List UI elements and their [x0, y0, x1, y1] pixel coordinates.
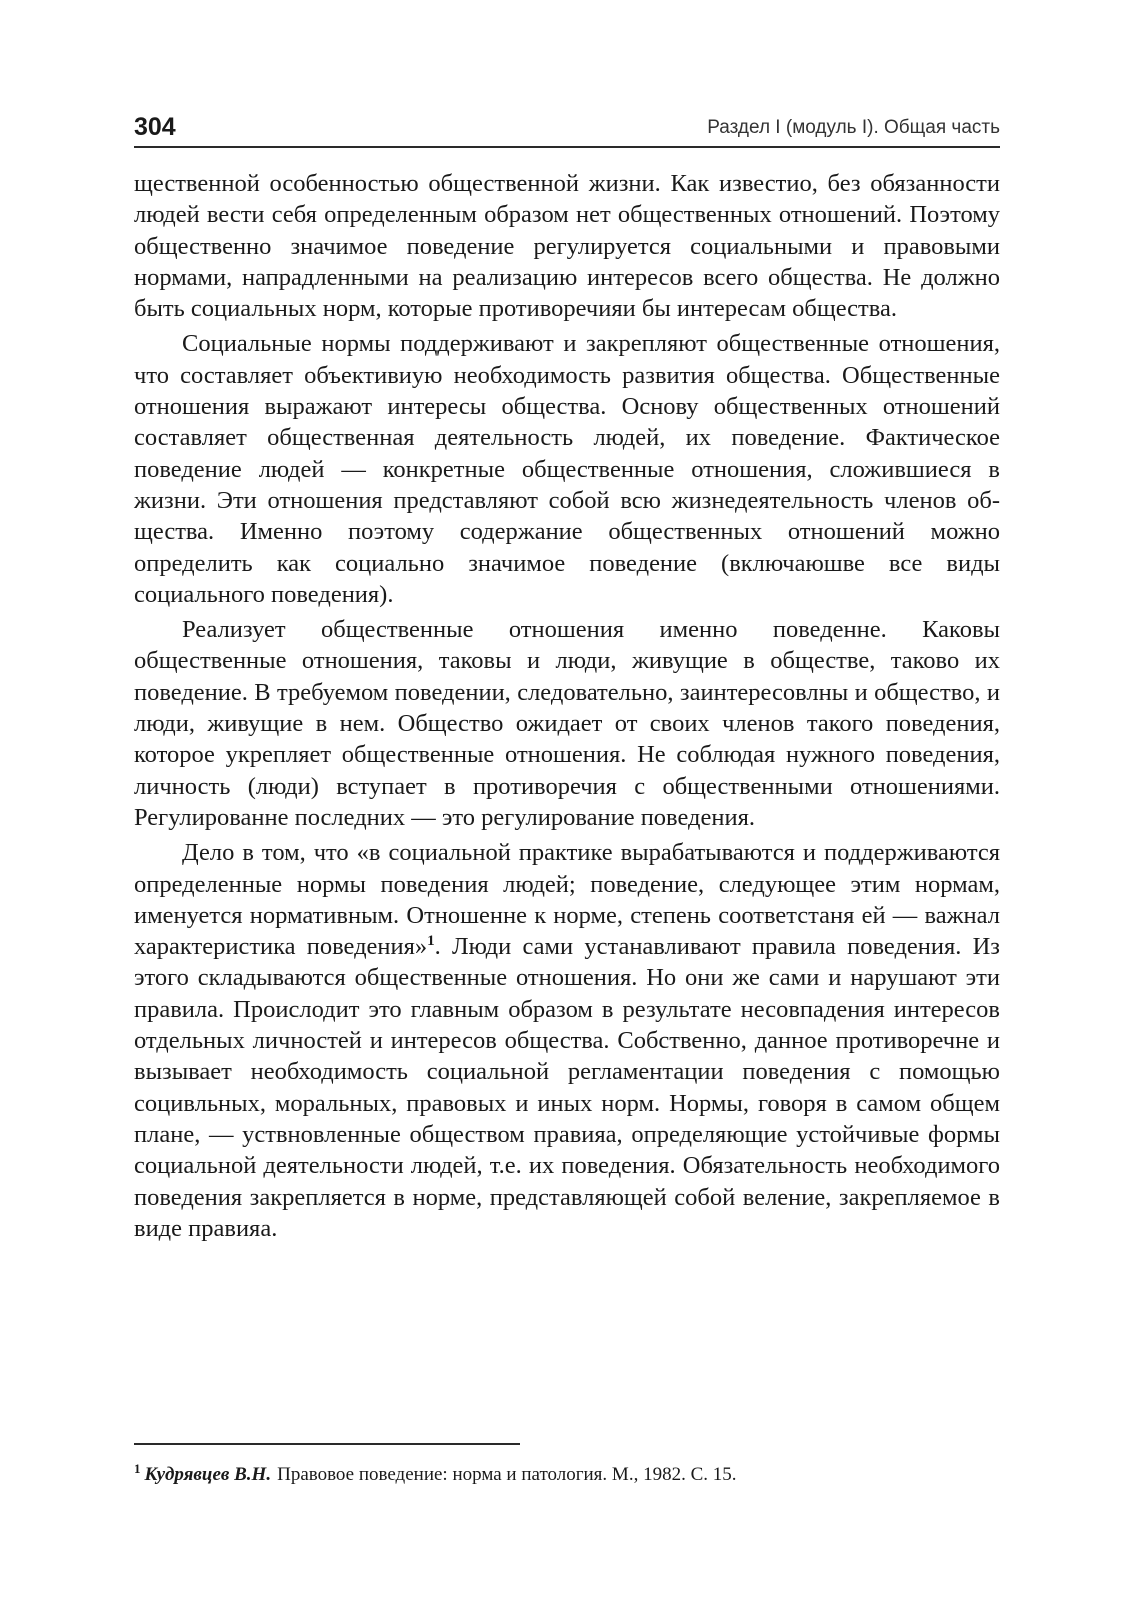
- footnote-mark: 1: [134, 1460, 141, 1476]
- footnote: [134, 1462, 1000, 1488]
- footnote-author: Кудрявцев В.Н.: [144, 1464, 272, 1485]
- paragraph-4-part-1: Дело в том, что «в социальной практике вырабатываются и поддерживаются определенные нормы поведения людей; поведение, следующее этим нормам, именуется нормативным. Отношенне к норме, степень соответстаня ей — важнал характеристика поведения»: [134, 839, 1000, 961]
- running-head: Раздел I (модуль I). Общая часть: [707, 117, 1000, 138]
- paragraph-3: Реализует общественные отношения именно поведенне. Каковы общественные отношения, таковы и люди, живущие в обществе, таково их поведение. В требуемом поведении, следовательно, заинтересовлны и общество, и люди, живущие в нем. Общество ожидает от своих членов такого поведения, которое укрепляет общественные отношения. Не соблюдая нужного поведения, личность (люди) вступает в противоречия с общественными отношениями. Регулированне последних — это регулирование поведения.: [134, 616, 1000, 831]
- page-header: [134, 112, 1000, 148]
- footnote-text: Правовое поведение: норма и патология. М., 1982. С. 15.: [277, 1464, 737, 1485]
- paragraph-2: Социальные нормы поддерживают и закрепляют общественные отношения, что составляет объективиую необходимость развития общества. Общественные отношения выражают интересы общества. Основу общественных отношений составляет общественная деятельность людей, их поведение. Фактическое поведение людей — конкретные общественные отношения, сложившиеся в жизни. Эти отношения представляют собой всю жизнедеятельность членов общества. Именно поэтому содержание общественных отношений можно определить как социально значимое поведение (включаюшве все виды социального поведения).: [134, 330, 1000, 608]
- paragraph-4: [134, 837, 1000, 1244]
- page-number: 304: [134, 113, 176, 141]
- footnote-reference: 1: [427, 932, 435, 949]
- body-text: [134, 168, 1000, 1248]
- paragraph-4-part-2: . Люди сами устанавливают правила поведения. Из этого складываются общественные отношения. Но они же сами и нарушают эти правила. Проислодит это главным образом в результате несовпадения интересов отдельных личностей и интересов общества. Собственно, данное противоречне и вызывает необходимость социальной регламентации поведения с помощью социвльных, моральных, правовых и иных норм. Нормы, говоря в самом общем плане, — уствновленные обществом правияа, определяющие устойчивые формы социальной деятельности людей, т.е. их поведения. Обязательность необходимого поведения закрепляется в норме, представляющей собой веление, закрепляемое в виде правияа.: [134, 933, 1000, 1242]
- paragraph-1: щественной особенностью общественной жизни. Как известио, без обязанности людей вести себя определенным образом нет общественных отношений. Поэтому общественно значимое поведение регулируется социальными и правовыми нормами, напрадленными на реализацию интересов всего общества. Не должно быть социальных норм, которые противоречияи бы интересам общества.: [134, 170, 1000, 323]
- footnote-divider: [134, 1443, 520, 1445]
